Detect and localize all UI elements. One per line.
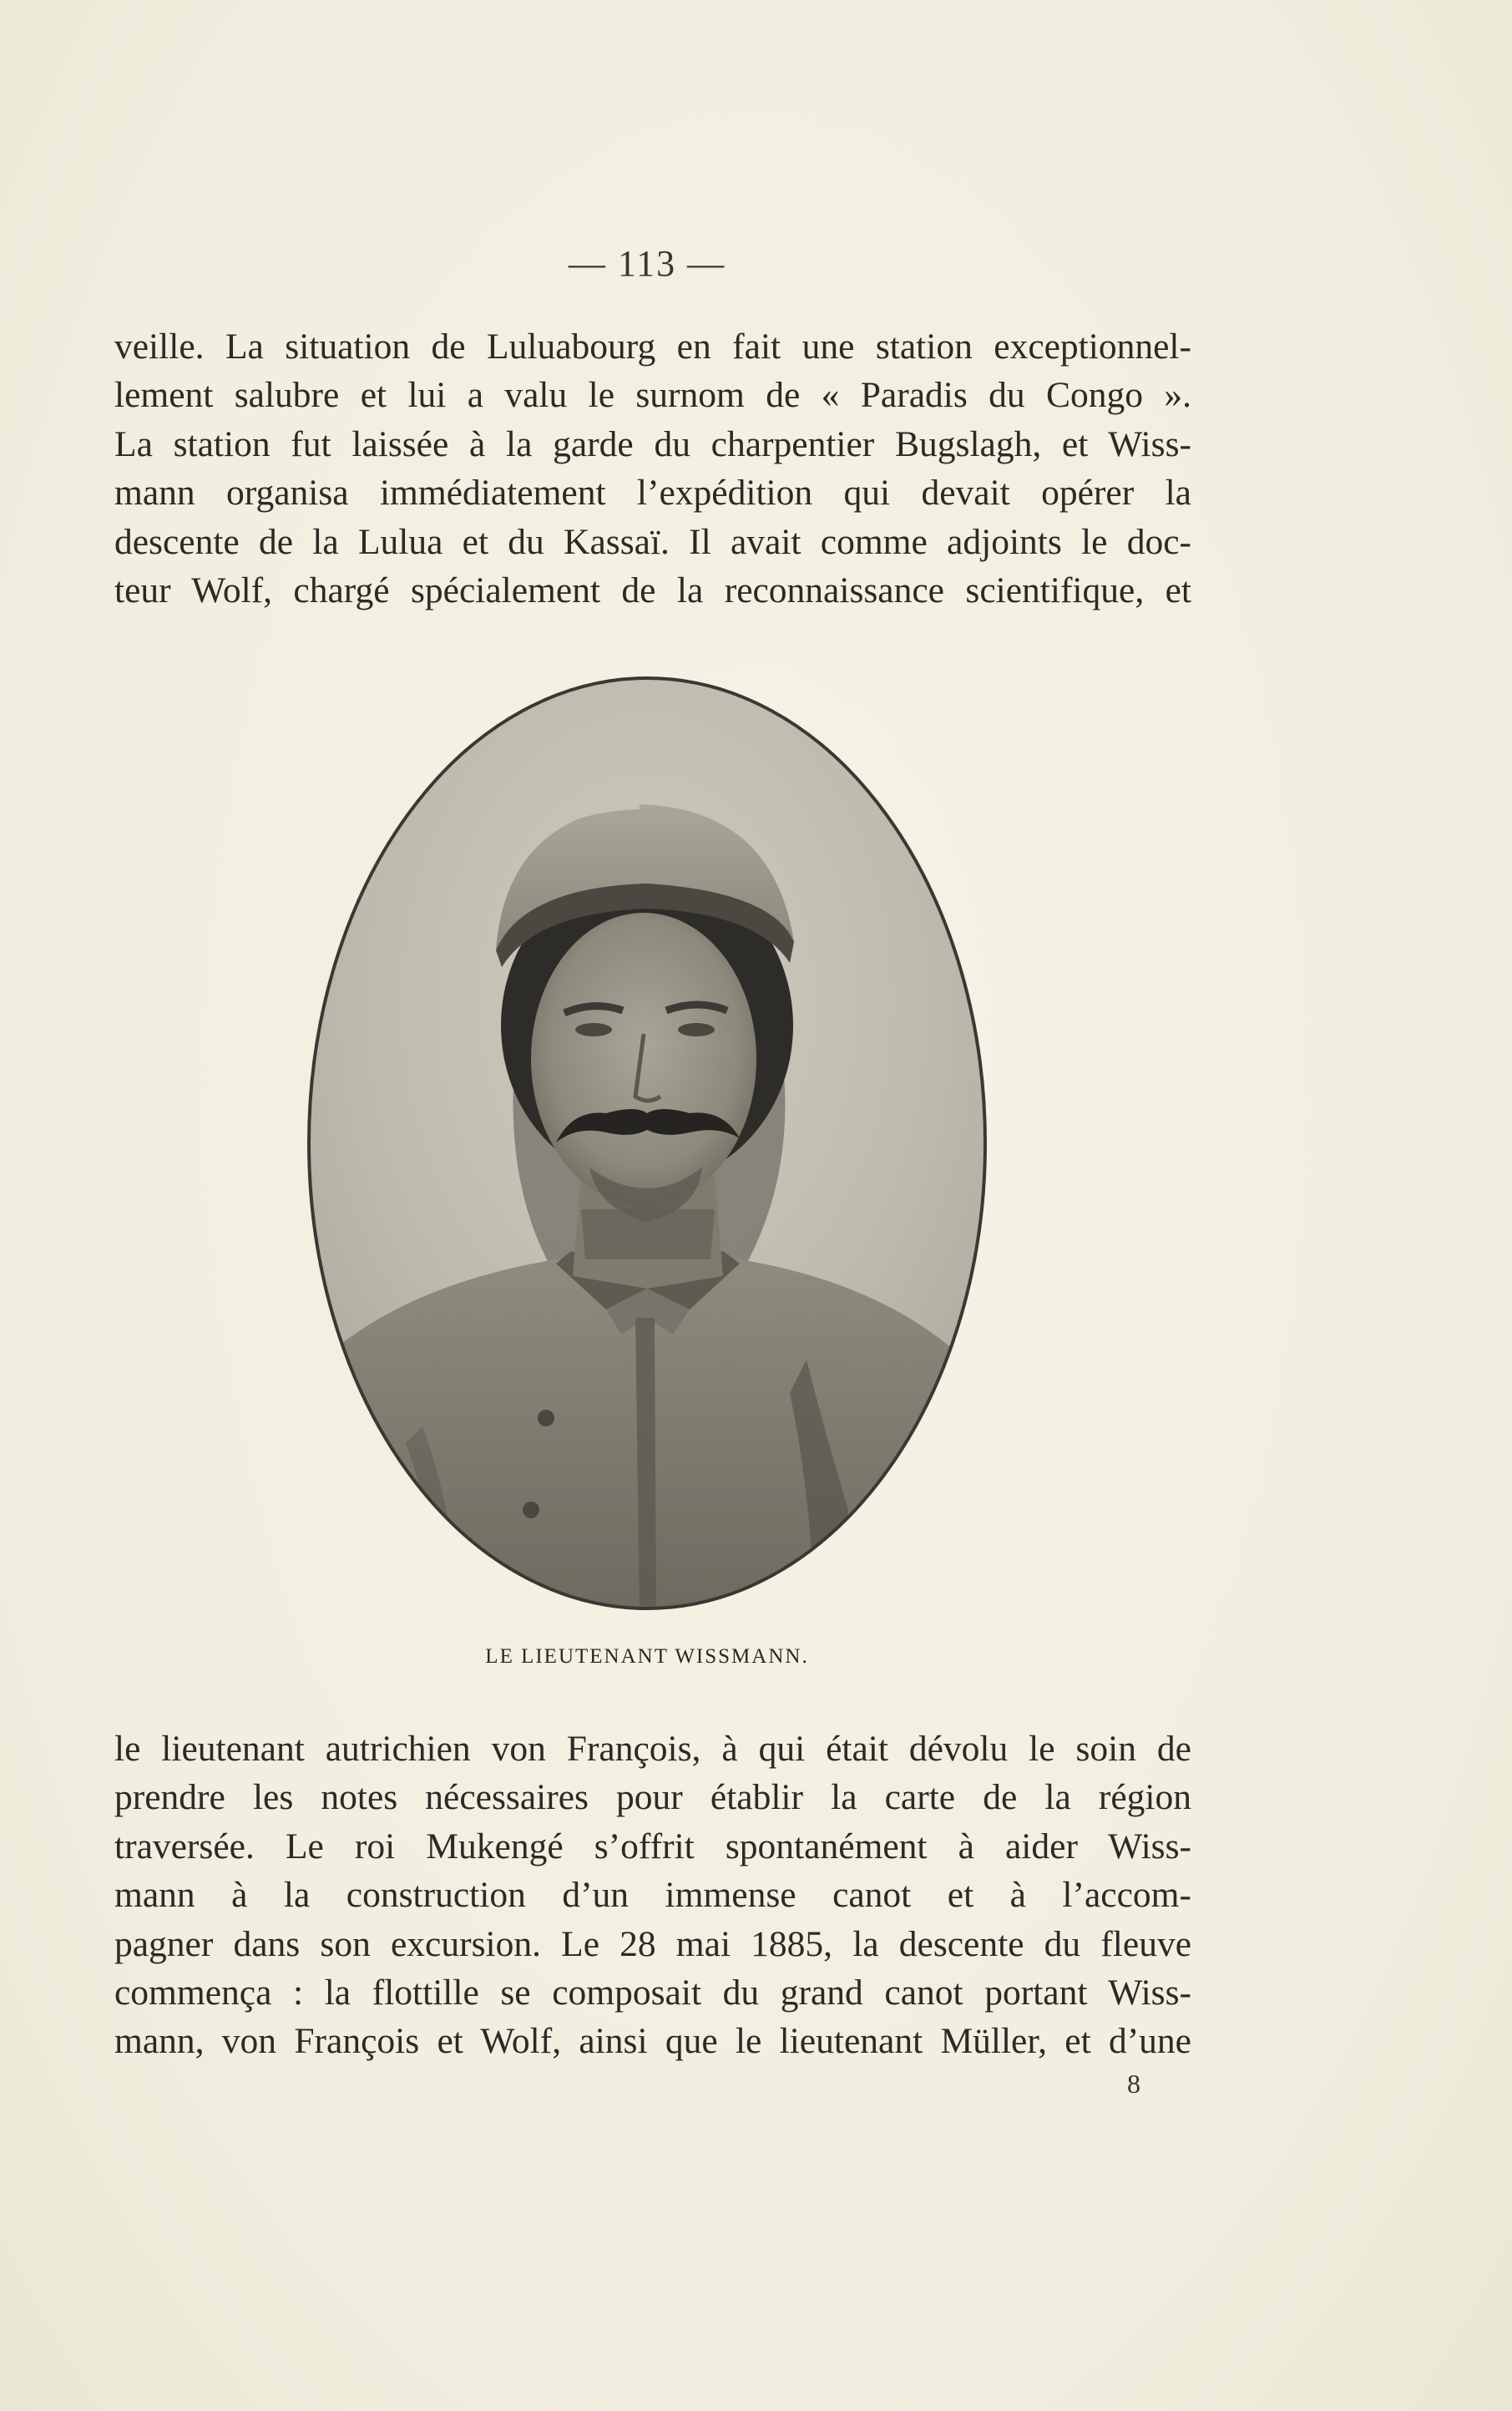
text-line: pagner dans son excursion. Le 28 mai 1885, la descente du fleuve [114, 1923, 1191, 1964]
text-line: le lieutenant autrichien von François, à qui était dévolu le soin de [114, 1729, 1191, 1769]
portrait-figure [306, 675, 989, 1612]
signature-mark: 8 [1127, 2069, 1140, 2099]
page-number: — 113 — [568, 243, 726, 284]
paragraph-bottom [114, 1725, 1191, 2066]
text-line: teur Wolf, chargé spécialement de la reconnaissance scientifique, et [114, 570, 1191, 611]
paragraph-top [114, 322, 1191, 615]
text-line: mann organisa immédiatement l’expédition qui devait opérer la [114, 473, 1191, 514]
figure-caption: LE LIEUTENANT WISSMANN. [485, 1645, 809, 1668]
text-line: traversée. Le roi Mukengé s’offrit spontanément à aider Wiss- [114, 1826, 1191, 1866]
text-line: prendre les notes nécessaires pour établir la carte de la région [114, 1777, 1191, 1818]
text-line: La station fut laissée à la garde du charpentier Bugslagh, et Wiss- [114, 423, 1191, 464]
text-line: commença : la flottille se composait du grand canot portant Wiss- [114, 1973, 1191, 2013]
text-line: mann, von François et Wolf, ainsi que le lieutenant Müller, et d’une [114, 2021, 1191, 2062]
text-line: mann à la construction d’un immense canot et à l’accom- [114, 1875, 1191, 1916]
text-line: lement salubre et lui a valu le surnom de « Paradis du Congo ». [114, 375, 1191, 416]
portrait-photo [306, 675, 989, 1612]
text-line: descente de la Lulua et du Kassaï. Il avait comme adjoints le doc- [114, 521, 1191, 562]
text-line: veille. La situation de Luluabourg en fait une station exceptionnel- [114, 327, 1191, 367]
